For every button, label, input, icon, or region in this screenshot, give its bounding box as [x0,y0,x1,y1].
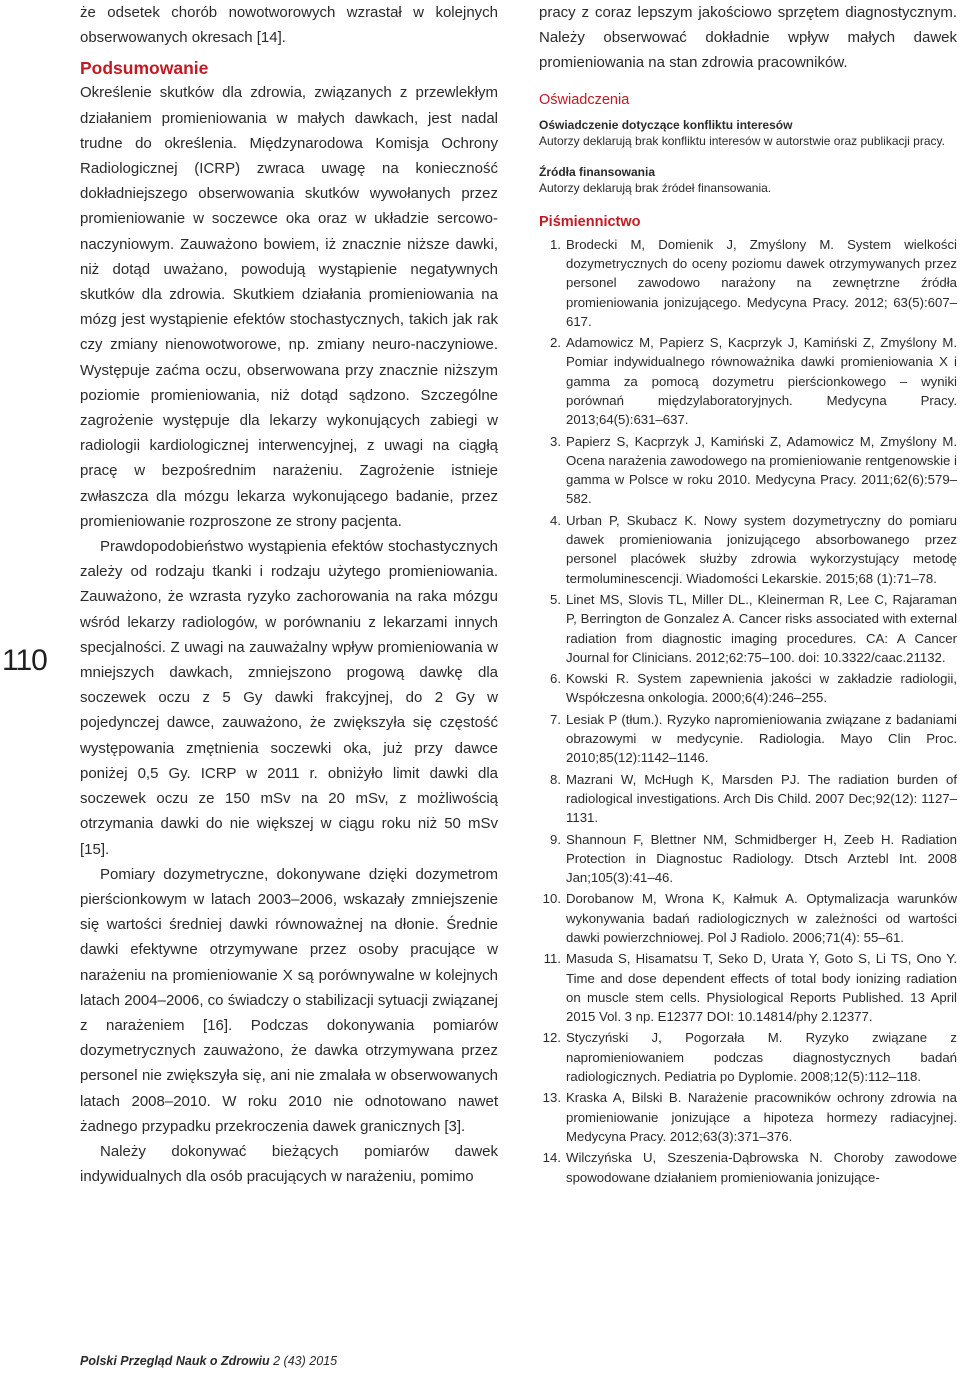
reference-number: 6. [550,671,561,687]
reference-item [539,1088,957,1146]
reference-number: 13. [542,1090,561,1106]
reference-text: Kowski R. System zapewnienia jakości w zakładzie radiologii, Współczesna onkologia. 2000;6(4):246–255. [566,671,957,706]
reference-text: Dorobanow M, Wrona K, Kałmuk A. Optymalizacja warunków wykonywania badań radiologicznych w zależności od wartości dawki powierzchniowej. Pol J Radiolo. 2006;71(4): 55–61. [566,891,957,945]
page-number: 110 [2,644,47,677]
declarations-heading: Oświadczenia [539,91,630,108]
reference-item [539,235,957,331]
bibliography-heading: Piśmiennictwo [539,213,641,230]
funding-text: Autorzy deklarują brak źródeł finansowania. [539,180,772,195]
reference-number: 9. [550,831,561,847]
reference-number: 3. [550,433,561,449]
right-column [539,0,957,1189]
reference-text: Shannoun F, Blettner NM, Schmidberger H, Zeeb H. Radiation Protection in Diagnostuc Radiology. Dtsch Arztebl Int. 2008 Jan;105(3):41–46. [566,831,957,886]
reference-number: 11. [543,951,561,967]
reference-number: 5. [550,591,561,607]
reference-item [539,949,957,1026]
reference-number: 2. [550,335,561,351]
journal-issue: 2 (43) 2015 [273,1354,338,1368]
conflict-of-interest-text: Autorzy deklarują brak konfliktu interesów w autorstwie oraz publikacji pracy. [539,133,945,148]
reference-number: 14. [542,1150,561,1166]
reference-number: 4. [550,512,561,528]
left-column [80,0,498,1189]
footer [80,1354,337,1368]
reference-list [539,235,957,1187]
summary-paragraph-3: Pomiary dozymetryczne, dokonywane dzięki dozymetrom pierścionkowym w latach 2003–2006, wskazały zmniejszenie się wartości średniej dawki równoważnej na dłonie. Średnie dawki efektywne otrzymywane przez osoby pracujące w narażeniu na promieniowanie X są porównywalne w kolejnych latach 2004–2006, co świadczy o stabilizacji sytuacji związanej z narażeniem [16]. Podczas dokonywania pomiarów dozymetrycznych zauważono, że dawka otrzymywana przez personel nie zwiększyła się, ani nie zmalała w obserwowanych latach 2008–2010. W roku 2010 nie odnotowano nawet żadnego przypadku przekroczenia dawek granicznych [3]. [80,865,498,1135]
funding-title: Źródła finansowania [539,164,656,179]
reference-number: 7. [550,711,561,727]
intro-paragraph: że odsetek chorób nowotworowych wzrastał w kolejnych obserwowanych okresach [14]. [80,4,498,47]
summary-paragraph-2: Prawdopodobieństwo wystąpienia efektów stochastycznych zależy od rodzaju tkanki i rodzaju użytego promieniowania. Zauważono, że wzrasta ryzyko zachorowania na raka mózgu wśród lekarzy radiologów, w porównaniu z lekarzami innych specjalności. Z uwagi na zauważalny wpływ promieniowania w mniejszych dawkach, zmniejszono progową dawkę dla soczewek oczu z 5 Gy dawki frakcyjnej, do 2 Gy w pojedynczej dawce, zauważono, że zwiększyła się częstość występowania zmętnienia soczewki oka, już przy dawce poniżej 0,5 Gy. ICRP w 2011 r. obniżyło limit dawki dla soczewek oczu ze 150 mSv na 20 mSv, z możliwością otrzymania dawki do nie większej w ciągu roku niż 50 mSv [15]. [80,538,498,858]
reference-item [539,669,957,708]
reference-item [539,1148,957,1187]
reference-number: 12. [542,1030,561,1046]
summary-paragraph-1: Określenie skutków dla zdrowia, związanych z przewlekłym działaniem promieniowania w małych dawkach, jest nadal trudne do określenia. Międzynarodowa Komisja Ochrony Radiologicznej (ICRP) zwraca uwagę na konieczność dokładniejszego obserwowania skutków wywołanych przez promieniowanie w soczewce oka oraz w układzie sercowo-naczyniowym. Zauważono bowiem, iż znacznie niższe dawki, niż dotąd uważano, powodują wystąpienie negatywnych skutków dla zdrowia. Skutkiem działania promieniowania na mózg jest wystąpienie efektów stochastycznych, takich jak rak czy zmiany nienowotworowe, np. zmiany neuro-naczyniowe. Występuje zaćma oczu, obserwowana przy znacznie niższym poziomie promieniowania, niż dotąd sądzono. Szczególne zagrożenie występuje dla lekarzy wykonujących zabiegi w radiologii kardiologicznej interwencyjnej, z uwagi na ciągłą pracę w bezpośrednim narażeniu. Zagrożenie istnieje zwłaszcza dla mózgu lekarza wykonującego badanie, przez promieniowanie rozproszone ze strony pacjenta. [80,84,498,530]
reference-text: Linet MS, Slovis TL, Miller DL., Kleinerman R, Lee C, Rajaraman P, Berrington de Gonzalez A. Cancer risks associated with external radiation from diagnostic imaging procedures. CA: A Cancer Journal for Clinicians. 2012;62:75–100. doi: 10.3322/caac.21132. [566,591,957,665]
reference-item [539,432,957,509]
conflict-of-interest-title: Oświadczenie dotyczące konfliktu interesów [539,117,793,132]
reference-text: Styczyński J, Pogorzała M. Ryzyko związane z napromieniowaniem podczas diagnostycznych badań radiologicznych. Pediatria po Dyplomie. 2008;12(5):112–118. [566,1030,957,1085]
continuation-paragraph: pracy z coraz lepszym jakościowo sprzętem diagnostycznym. Należy obserwować dokładnie wpływ małych dawek promieniowania na stan zdrowia pracowników. [539,4,957,72]
reference-item [539,1028,957,1086]
summary-paragraph-4: Należy dokonywać bieżących pomiarów dawek indywidualnych dla osób pracujących w narażeniu, pomimo [80,1142,498,1186]
reference-number: 1. [550,236,561,252]
reference-text: Adamowicz M, Papierz S, Kacprzyk J, Kamiński Z, Zmyślony M. Pomiar indywidualnego równoważnika dawki promieniowania X i gamma za pomocą dozymetru pierścionkowego – wyniki porównań międzylaboratoryjnych. Medycyna Pracy. 2013;64(5):631–637. [566,335,957,428]
reference-number: 10. [542,891,561,907]
reference-item [539,333,957,429]
summary-heading: Podsumowanie [80,58,209,79]
reference-item [539,511,957,588]
reference-text: Mazrani W, McHugh K, Marsden PJ. The radiation burden of radiological investigations. Arch Dis Child. 2007 Dec;92(12): 1127–1131. [566,771,957,826]
reference-text: Kraska A, Bilski B. Narażenie pracowników ochrony zdrowia na promieniowanie jonizujące a hipoteza hormezy radiacyjnej. Medycyna Pracy. 2012;63(3):371–376. [566,1090,957,1144]
reference-item [539,590,957,667]
reference-text: Papierz S, Kacprzyk J, Kamiński Z, Adamowicz M, Zmyślony M. Ocena narażenia zawodowego na promieniowanie rentgenowskie i gamma w Polsce w roku 2010. Medycyna Pracy. 2011;62(6):579–582. [566,433,957,507]
reference-item [539,830,957,888]
reference-item [539,889,957,947]
reference-text: Lesiak P (tłum.). Ryzyko napromieniowania związane z badaniami obrazowymi w medycynie. Radiologia. Mayo Clin Proc. 2010;85(12):1142–1146. [566,711,957,766]
reference-text: Masuda S, Hisamatsu T, Seko D, Urata Y, Goto S, Li TS, Ono Y. Time and dose dependent effects of total body ionizing radiation on muscle stem cells. Physiological Reports Published. 13 April 2015 Vol. 3 np. E12377 DOI: 10.14814/phy 2.12377. [566,951,957,1025]
reference-text: Wilczyńska U, Szeszenia-Dąbrowska N. Choroby zawodowe spowodowane działaniem promieniowania jonizujące- [566,1150,957,1185]
reference-number: 8. [550,771,561,787]
reference-item [539,710,957,768]
reference-text: Brodecki M, Domienik J, Zmyślony M. System wielkości dozymetrycznych do oceny poziomu dawek otrzymywanych przez personel zawodowo narażony na zewnętrzne źródła promieniowania jonizującego. Medycyna Pracy. 2012; 63(5):607–617. [566,236,957,329]
journal-title: Polski Przegląd Nauk o Zdrowiu [80,1354,270,1368]
reference-item [539,770,957,828]
reference-text: Urban P, Skubacz K. Nowy system dozymetryczny do pomiaru dawek promieniowania jonizującego absorbowanego przez personel placówek służby zdrowia wykorzystujący metodę termoluminescencji. Wiadomości Lekarskie. 2015;68 (1):71–78. [566,512,957,586]
